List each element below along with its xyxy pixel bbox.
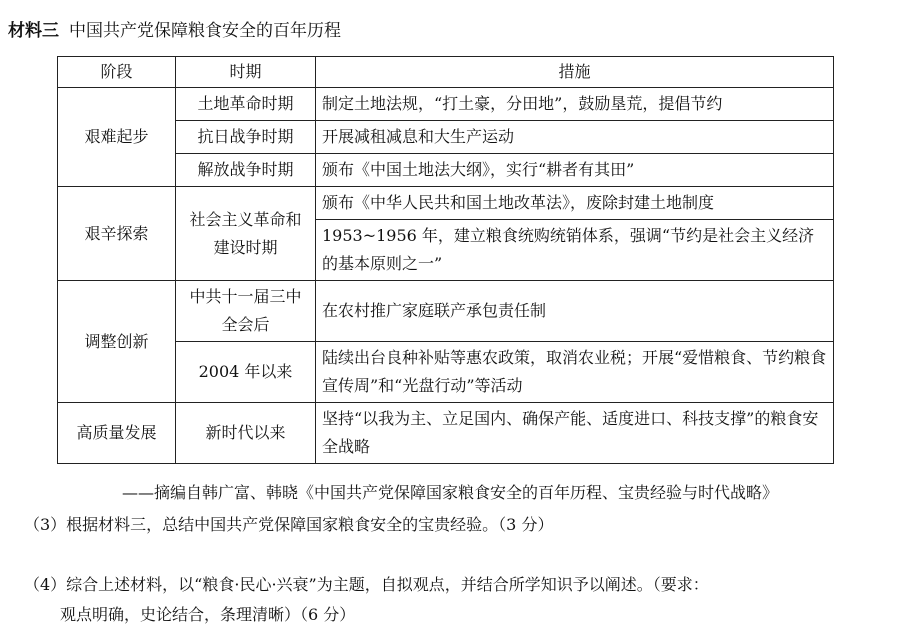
measure-cell: 坚持“以我为主、立足国内、确保产能、适度进口、科技支撑”的粮食安全战略 xyxy=(316,403,834,464)
header-period: 时期 xyxy=(176,57,316,88)
table-row xyxy=(58,403,834,464)
period-cell: 新时代以来 xyxy=(176,403,316,464)
question-3: （3）根据材料三，总结中国共产党保障国家粮食安全的宝贵经验。（3 分） xyxy=(24,515,554,534)
period-cell: 抗日战争时期 xyxy=(176,121,316,154)
table-row xyxy=(58,88,834,121)
stage-cell: 调整创新 xyxy=(58,281,176,403)
period-cell: 社会主义革命和建设时期 xyxy=(176,187,316,281)
history-table xyxy=(57,56,834,464)
measure-cell: 制定土地法规，“打土豪，分田地”，鼓励垦荒，提倡节约 xyxy=(316,88,834,121)
table-row xyxy=(58,187,834,220)
material-heading: 中国共产党保障粮食安全的百年历程 xyxy=(69,21,341,41)
table-row xyxy=(58,281,834,342)
period-cell: 中共十一届三中全会后 xyxy=(176,281,316,342)
source-citation: ——摘编自韩广富、韩晓《中国共产党保障国家粮食安全的百年历程、宝贵经验与时代战略》 xyxy=(122,483,779,502)
header-measure: 措施 xyxy=(316,57,834,88)
question-4: （4）综合上述材料，以“粮食·民心·兴衰”为主题，自拟观点，并结合所学知识予以阐述。（要求： xyxy=(24,575,709,594)
stage-cell: 高质量发展 xyxy=(58,403,176,464)
stage-cell: 艰难起步 xyxy=(58,88,176,187)
measure-cell: 1953~1956 年，建立粮食统购统销体系，强调“节约是社会主义经济的基本原则之一” xyxy=(316,220,834,281)
period-cell: 土地革命时期 xyxy=(176,88,316,121)
question-4-continued: 观点明确，史论结合，条理清晰）（6 分） xyxy=(60,605,356,624)
material-label: 材料三 xyxy=(8,21,59,41)
period-cell: 解放战争时期 xyxy=(176,154,316,187)
measure-cell: 开展减租减息和大生产运动 xyxy=(316,121,834,154)
measure-cell: 颁布《中华人民共和国土地改革法》，废除封建土地制度 xyxy=(316,187,834,220)
stage-cell: 艰辛探索 xyxy=(58,187,176,281)
measure-cell: 颁布《中国土地法大纲》，实行“耕者有其田” xyxy=(316,154,834,187)
measure-cell: 陆续出台良种补贴等惠农政策，取消农业税；开展“爱惜粮食、节约粮食宣传周”和“光盘行动”等活动 xyxy=(316,342,834,403)
measure-cell: 在农村推广家庭联产承包责任制 xyxy=(316,281,834,342)
header-stage: 阶段 xyxy=(58,57,176,88)
table-header-row xyxy=(58,57,834,88)
material-title xyxy=(8,16,341,41)
period-cell: 2004 年以来 xyxy=(176,342,316,403)
